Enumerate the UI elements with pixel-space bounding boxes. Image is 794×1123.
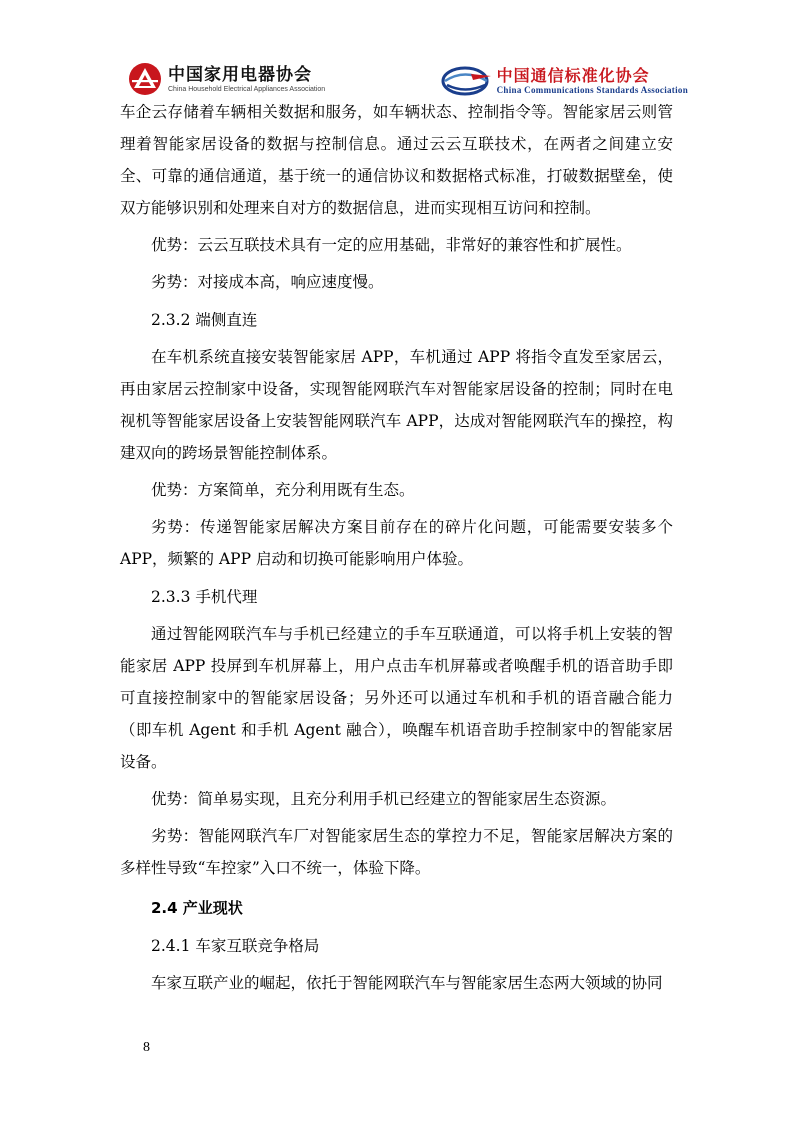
caha-emblem-icon [128,62,162,96]
paragraph-phone-proxy: 通过智能网联汽车与手机已经建立的手车互联通道，可以将手机上安装的智能家居 APP 投屏到车机屏幕上，用户点击车机屏幕或者唤醒手机的语音助手即可直接控制家中的智能家居设备；另外还可以通过车机和手机的语音融合能力（即车机 Agent 和手机 Agent 融合），唤醒车机语音助手控制家中的智能家居设备。 [120,625,673,771]
caha-name-cn: 中国家用电器协会 [168,64,312,85]
paragraph-industry-rise: 车家互联产业的崛起，依托于智能网联汽车与智能家居生态两大领域的协同 [151,974,663,992]
paragraph-direct-connect: 在车机系统直接安装智能家居 APP，车机通过 APP 将指令直发至家居云，再由家居云控制家中设备，实现智能网联汽车对智能家居设备的控制；同时在电视机等智能家居设备上安装智能网联汽车 APP，达成对智能网联汽车的操控，构建双向的跨场景智能控制体系。 [120,348,673,462]
paragraph-advantage: 优势：云云互联技术具有一定的应用基础，非常好的兼容性和扩展性。 [151,236,632,254]
heading-2-3-2: 2.3.2 端侧直连 [151,311,258,329]
caha-name-en: China Household Electrical Appliances Association [168,85,326,93]
heading-2-4: 2.4 产业现状 [151,899,243,917]
caha-logo [128,62,325,96]
heading-2-3-3: 2.3.3 手机代理 [151,588,258,606]
ccsa-emblem-icon [441,64,493,98]
paragraph-disadvantage: 劣势：对接成本高，响应速度慢。 [151,273,384,291]
page-body [120,96,673,999]
paragraph-advantage: 优势：方案简单，充分利用既有生态。 [151,481,415,499]
page-number: 8 [143,1040,150,1055]
paragraph-cloud-interconnect: 车企云存储着车辆相关数据和服务，如车辆状态、控制指令等。智能家居云则管理着智能家居设备的数据与控制信息。通过云云互联技术，在两者之间建立安全、可靠的通信通道，基于统一的通信协议和数据格式标准，打破数据壁垒，使双方能够识别和处理来自对方的数据信息，进而实现相互访问和控制。 [120,103,673,217]
ccsa-logo [441,64,688,98]
paragraph-advantage: 优势：简单易实现，且充分利用手机已经建立的智能家居生态资源。 [151,790,617,808]
paragraph-disadvantage: 劣势：传递智能家居解决方案目前存在的碎片化问题，可能需要安装多个 APP，频繁的 APP 启动和切换可能影响用户体验。 [120,518,673,568]
ccsa-name-cn: 中国通信标准化协会 [496,65,650,85]
ccsa-name-en: China Communications Standards Association [496,84,688,95]
heading-2-4-1: 2.4.1 车家互联竞争格局 [151,937,320,955]
paragraph-disadvantage: 劣势：智能网联汽车厂对智能家居生态的掌控力不足，智能家居解决方案的多样性导致“车控家”入口不统一，体验下降。 [120,827,673,877]
